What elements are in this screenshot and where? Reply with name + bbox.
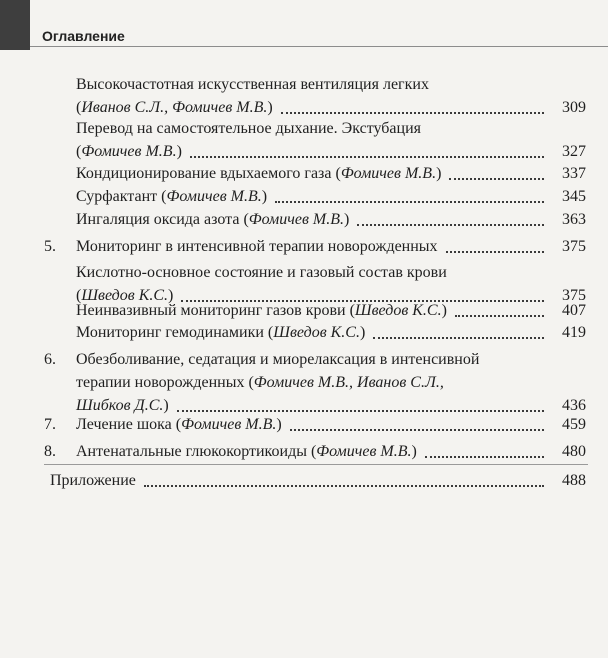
dot-leader bbox=[455, 315, 544, 317]
page-number: 375 bbox=[562, 287, 586, 304]
dot-leader bbox=[177, 410, 544, 412]
entry-author: Фомичев М.В. bbox=[81, 143, 177, 160]
chapter-number: 8. bbox=[44, 443, 56, 460]
page-number: 375 bbox=[562, 238, 586, 255]
entry-author: Шведов К.С. bbox=[273, 324, 360, 341]
entry-closing-paren: ) bbox=[276, 416, 282, 433]
entry-author: Шведов К.С. bbox=[81, 287, 168, 304]
entry-author: Шведов К.С. bbox=[354, 302, 442, 319]
section-divider bbox=[44, 464, 588, 465]
dot-leader bbox=[373, 337, 544, 339]
header-divider bbox=[30, 46, 608, 47]
entry-author: Фомичев М.В. bbox=[166, 188, 262, 205]
entry-title-text: Кондиционирование вдыхаемого газа ( bbox=[76, 165, 341, 182]
page-number: 407 bbox=[562, 302, 586, 319]
entry-title-text: Сурфактант ( bbox=[76, 188, 167, 205]
entry-closing-paren: ) bbox=[344, 211, 350, 228]
entry-author: Фомичев М.В., Иванов С.Л., bbox=[253, 374, 444, 391]
entry-closing-paren: ) bbox=[267, 99, 273, 116]
entry-title-text: Кислотно-основное состояние и газовый состав крови bbox=[76, 264, 447, 281]
entry-closing-paren: ) bbox=[176, 143, 182, 160]
entry-title-text: Высокочастотная искусственная вентиляция легких bbox=[76, 76, 429, 93]
page-corner-tab bbox=[0, 0, 30, 50]
entry-author: Фомичев М.В. bbox=[340, 165, 437, 182]
entry-closing-paren: ) bbox=[436, 165, 442, 182]
entry-title-text: ( bbox=[76, 99, 82, 116]
dot-leader bbox=[425, 456, 544, 458]
page-number: 459 bbox=[562, 416, 586, 433]
entry-author: Иванов С.Л., Фомичев М.В. bbox=[81, 99, 268, 116]
chapter-number: 5. bbox=[44, 238, 56, 255]
entry-title-text: ( bbox=[76, 143, 82, 160]
entry-author: Шибков Д.С. bbox=[76, 397, 164, 414]
chapter-number: 6. bbox=[44, 351, 56, 368]
page-number: 337 bbox=[562, 165, 586, 182]
entry-closing-paren: ) bbox=[168, 287, 174, 304]
entry-closing-paren: ) bbox=[163, 397, 169, 414]
entry-title-text: Лечение шока ( bbox=[76, 416, 182, 433]
page-number: 436 bbox=[562, 397, 586, 414]
entry-title-text: Антенатальные глюкокортикоиды ( bbox=[76, 443, 317, 460]
page-number: 345 bbox=[562, 188, 586, 205]
dot-leader bbox=[290, 429, 544, 431]
dot-leader bbox=[281, 112, 544, 114]
entry-title-text: Неинвазивный мониторинг газов крови ( bbox=[76, 302, 355, 319]
entry-author: Фомичев М.В. bbox=[181, 416, 277, 433]
page-number: 480 bbox=[562, 443, 586, 460]
entry-title-text: Приложение bbox=[50, 472, 136, 489]
entry-closing-paren: ) bbox=[261, 188, 268, 205]
entry-title-text: Перевод на самостоятельное дыхание. Экстубация bbox=[76, 120, 421, 137]
page-number: 327 bbox=[562, 143, 586, 160]
entry-title-text: Мониторинг в интенсивной терапии новорожденных bbox=[76, 238, 438, 255]
dot-leader bbox=[144, 485, 544, 487]
dot-leader bbox=[446, 251, 544, 253]
entry-title-text: Мониторинг гемодинамики ( bbox=[76, 324, 274, 341]
entry-closing-paren: ) bbox=[359, 324, 366, 341]
entry-title-text: Ингаляция оксида азота ( bbox=[76, 211, 249, 228]
entry-author: Фомичев М.В. bbox=[248, 211, 345, 228]
entry-title-text: Обезболивание, седатация и миорелаксация в интенсивной bbox=[76, 351, 480, 368]
dot-leader bbox=[357, 224, 544, 226]
page-number: 363 bbox=[562, 211, 586, 228]
entry-title-text: ( bbox=[76, 287, 82, 304]
chapter-number: 7. bbox=[44, 416, 56, 433]
entry-author: Фомичев М.В. bbox=[316, 443, 412, 460]
page-number: 419 bbox=[562, 324, 586, 341]
dot-leader bbox=[190, 156, 544, 158]
page-title: Оглавление bbox=[42, 28, 125, 44]
entry-closing-paren: ) bbox=[411, 443, 417, 460]
page-number: 488 bbox=[562, 472, 586, 489]
dot-leader bbox=[275, 201, 544, 203]
entry-closing-paren: ) bbox=[441, 302, 447, 319]
dot-leader bbox=[449, 178, 544, 180]
page-number: 309 bbox=[562, 99, 586, 116]
entry-title-text: терапии новорожденных ( bbox=[76, 374, 254, 391]
